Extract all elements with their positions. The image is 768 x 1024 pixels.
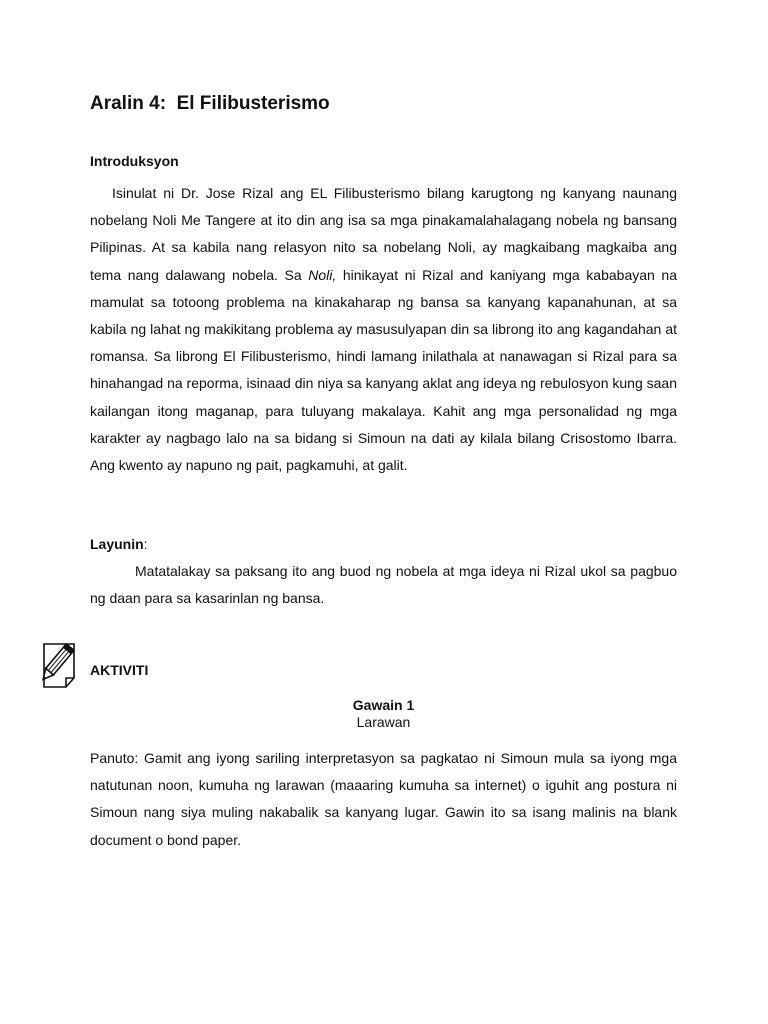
activity-heading: AKTIVITI (90, 662, 149, 678)
introduction-text-part-2: hinikayat ni Rizal and kaniyang mga kababayan na mamulat sa totoong problema na kinakaharap ng bansa sa kanyang kapanahunan, at sa kabila ng lahat ng makikitang problema ay masusulyapan din sa librong ito ang kagandahan at romansa. Sa librong El Filibusterismo, hindi lamang inilathala at nanawagan si Rizal para sa hinahangad na reporma, isinaad din niya sa kanyang aklat ang ideya ng rebulosyon kung saan kailangan itong maganap, para tuluyang makalaya. Kahit ang mga personalidad ng mga karakter ay nagbago lalo na sa bidang si Simoun na dati ay kilala bilang Crisostomo Ibarra. Ang kwento ay napuno ng pait, pagkamuhi, at galit. (90, 266, 677, 474)
lesson-title: Aralin 4: El Filibusterismo (90, 93, 330, 114)
task-title: Gawain 1 (352, 697, 415, 713)
introduction-italic-noli: Noli, (308, 266, 337, 283)
objective-paragraph: Matatalakay sa paksang ito ang buod ng nobela at mga ideya ni Rizal ukol sa pagbuo ng daan para sa kasarinlan ng bansa. (90, 563, 677, 607)
introduction-heading: Introduksyon (90, 153, 179, 169)
objective-heading: Layunin (90, 536, 144, 552)
objective-heading-line (90, 536, 148, 552)
task-instructions: Panuto: Gamit ang iyong sariling interpretasyon sa pagkatao ni Simoun mula sa iyong mga natutunan noon, kumuha ng larawan (maaaring kumuha sa internet) o iguhit ang postura ni Simoun nang siya muling nakabalik sa kanyang lugar. Gawin ito sa isang malinis na blank document o bond paper. (90, 750, 677, 848)
introduction-paragraph (90, 180, 677, 479)
pencil-notepad-icon (34, 640, 80, 690)
introduction-text-part-1: Isinulat ni Dr. Jose Rizal ang EL Filibusterismo bilang karugtong ng kanyang naunang nobelang Noli Me Tangere at ito din ang isa sa mga pinakamalahalagang nobela ng bansang Pilipinas. At sa kabila nang relasyon nito sa nobelang Noli, ay magkaibang magkaiba ang tema nang dalawang nobela. Sa (90, 185, 677, 283)
objective-heading-colon: : (143, 536, 148, 552)
task-subtitle: Larawan (356, 714, 411, 730)
